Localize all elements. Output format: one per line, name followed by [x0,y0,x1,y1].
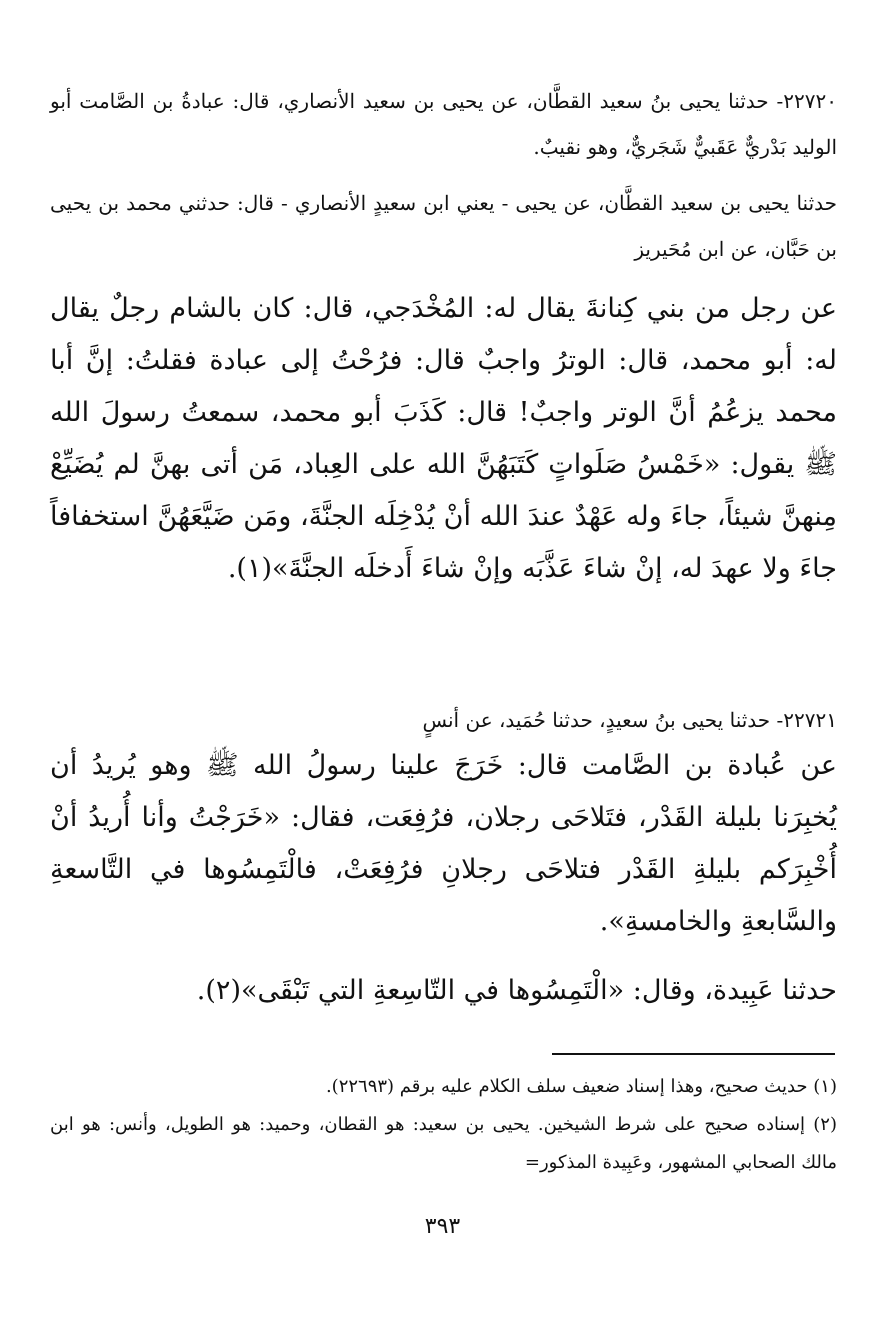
footnote-2: (٢) إسناده صحيح على شرط الشيخين. يحيى بن سعيد: هو القطان، وحميد: هو الطويل، وأنس: هو ابن مالك الصحابي المشهور، وعَبِيدة المذكور= [50,1114,837,1173]
hadith-22720-second-isnad: حدثنا يحيى بن سعيد القطَّان، عن يحيى - يعني ابن سعيدٍ الأنصاري - قال: حدثني محمد بن يحيى بن حَبَّان، عن ابن مُحَيريز [50,191,837,261]
hadith-22721-alt-narration: حدثنا عَبِيدة، وقال: «الْتَمِسُوها في التّاسِعةِ التي تَبْقَى»(٢). [196,975,837,1006]
hadith-22720-matn: عن رجل من بني كِنانةَ يقال له: المُخْدَجي، قال: كان بالشام رجلٌ يقال له: أبو محمد، قال: الوترُ واجبٌ قال: فرُحْتُ إلى عبادة فقلتُ: إنَّ أبا محمد يزعُمُ أنَّ الوتر واجبٌ! قال: كَذَبَ أبو محمد، سمعتُ رسولَ الله ﷺ يقول: «خَمْسُ صَلَواتٍ كَتَبَهُنَّ الله على العِباد، مَن أتى بهنَّ لم يُضَيِّعْ مِنهنَّ شيئاً، جاءَ وله عَهْدٌ عندَ الله أنْ يُدْخِلَه الجنَّةَ، ومَن ضَيَّعَهُنَّ استخفافاً جاءَ ولا عهدَ له، إنْ شاءَ عَذَّبَه وإنْ شاءَ أَدخلَه الجنَّةَ»(١). [50,293,837,584]
page-number: ٣٩٣ [424,1214,461,1239]
hadith-22721-isnad: ٢٢٧٢١- حدثنا يحيى بنُ سعيدٍ، حدثنا حُمَيد، عن أنسٍ [422,708,837,732]
footnote-separator [552,1053,835,1055]
footnote-1: (١) حديث صحيح، وهذا إسناد ضعيف سلف الكلام عليه برقم (٢٢٦٩٣). [325,1076,837,1097]
hadith-22721-matn: عن عُبادة بن الصَّامت قال: خَرَجَ علينا رسولُ الله ﷺ وهو يُريدُ أن يُخبِرَنا بليلة القَدْر، فتَلاحَى رجلان، فرُفِعَت، فقال: «خَرَجْتُ وأنا أُريدُ أنْ أُخْبِرَكم بليلةِ القَدْر فتلاحَى رجلانِ فرُفِعَتْ، فالْتَمِسُوها في التَّاسعةِ والسَّابعةِ والخامسةِ». [50,750,837,937]
hadith-22720-isnad: ٢٢٧٢٠- حدثنا يحيى بنُ سعيد القطَّان، عن يحيى بن سعيد الأنصاري، قال: عبادةُ بن الصَّامت أبو الوليد بَدْريٌّ عَقَبيٌّ شَجَريٌّ، وهو نقيبٌ. [50,89,837,159]
footnotes [50,1068,837,1182]
